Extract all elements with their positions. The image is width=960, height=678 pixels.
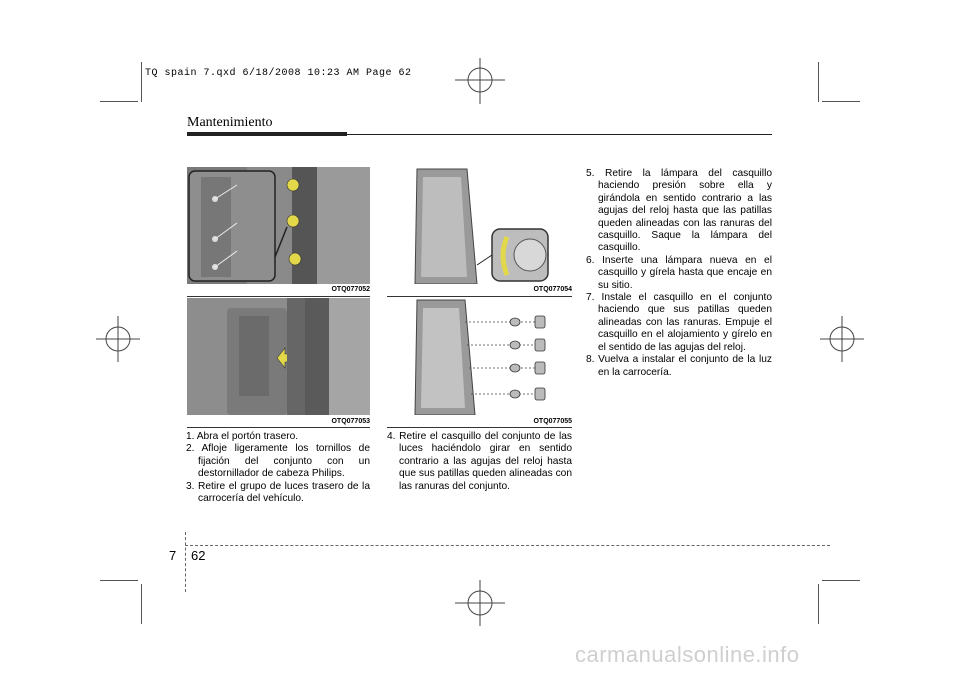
step-3: 3. Retire el grupo de luces trasero de la carrocería del vehículo. bbox=[186, 480, 370, 505]
figure-code: OTQ077052 bbox=[331, 286, 370, 293]
figure-divider bbox=[187, 296, 370, 297]
column2-instructions bbox=[387, 431, 572, 493]
figure-divider bbox=[387, 296, 572, 297]
step-8: 8. Vuelva a instalar el conjunto de la luz en la carrocería. bbox=[586, 354, 772, 378]
column1-instructions bbox=[186, 431, 370, 505]
figure-code: OTQ077054 bbox=[533, 286, 572, 293]
section-title: Mantenimiento bbox=[187, 115, 273, 130]
figure-code: OTQ077053 bbox=[331, 418, 370, 425]
step-4: 4. Retire el casquillo del conjunto de las luces haciéndolo girar en sentido contrario a las agujas del reloj hasta que sus patillas queden alineadas con las ranuras del conjunto. bbox=[387, 431, 572, 492]
column3-instructions bbox=[586, 168, 772, 379]
figure-divider bbox=[387, 427, 572, 428]
page-number: 62 bbox=[191, 548, 206, 563]
figure-tailgate-open bbox=[187, 298, 370, 415]
step-2: 2. Afloje ligeramente los tornillos de fijación del conjunto con un destornillador de cabeza Philips. bbox=[186, 443, 370, 480]
figure-lamp-assembly-socket bbox=[387, 167, 572, 284]
figure-lamp-bulbs-removed bbox=[387, 298, 572, 415]
footer-divider bbox=[185, 532, 186, 592]
chapter-number: 7 bbox=[169, 548, 177, 563]
title-underline-bar bbox=[187, 132, 347, 136]
print-slug-line: TQ spain 7.qxd 6/18/2008 10:23 AM Page 62 bbox=[145, 68, 412, 79]
step-6: 6. Inserte una lámpara nueva en el casquillo y gírela hasta que encaje en su sitio. bbox=[586, 254, 772, 291]
title-rule bbox=[347, 134, 772, 135]
watermark: carmanualsonline.info bbox=[575, 642, 800, 667]
figure-code: OTQ077055 bbox=[533, 418, 572, 425]
step-5: 5. Retire la lámpara del casquillo haciendo presión sobre ella y girándola en sentido contrario a las agujas del reloj hasta que las patillas queden alineadas con las ranuras del casquillo. Saque la lámpara del casquillo. bbox=[586, 168, 772, 254]
step-7: 7. Instale el casquillo en el conjunto haciendo que sus patillas queden alineadas con las ranuras. Empuje el casquillo en el alojamiento y gírelo en el sentido de las agujas del reloj. bbox=[586, 292, 772, 353]
step-1: 1. Abra el portón trasero. bbox=[186, 431, 299, 442]
figure-tailgate-screws bbox=[187, 167, 370, 284]
footer-rule bbox=[185, 545, 830, 546]
figure-divider bbox=[187, 427, 370, 428]
